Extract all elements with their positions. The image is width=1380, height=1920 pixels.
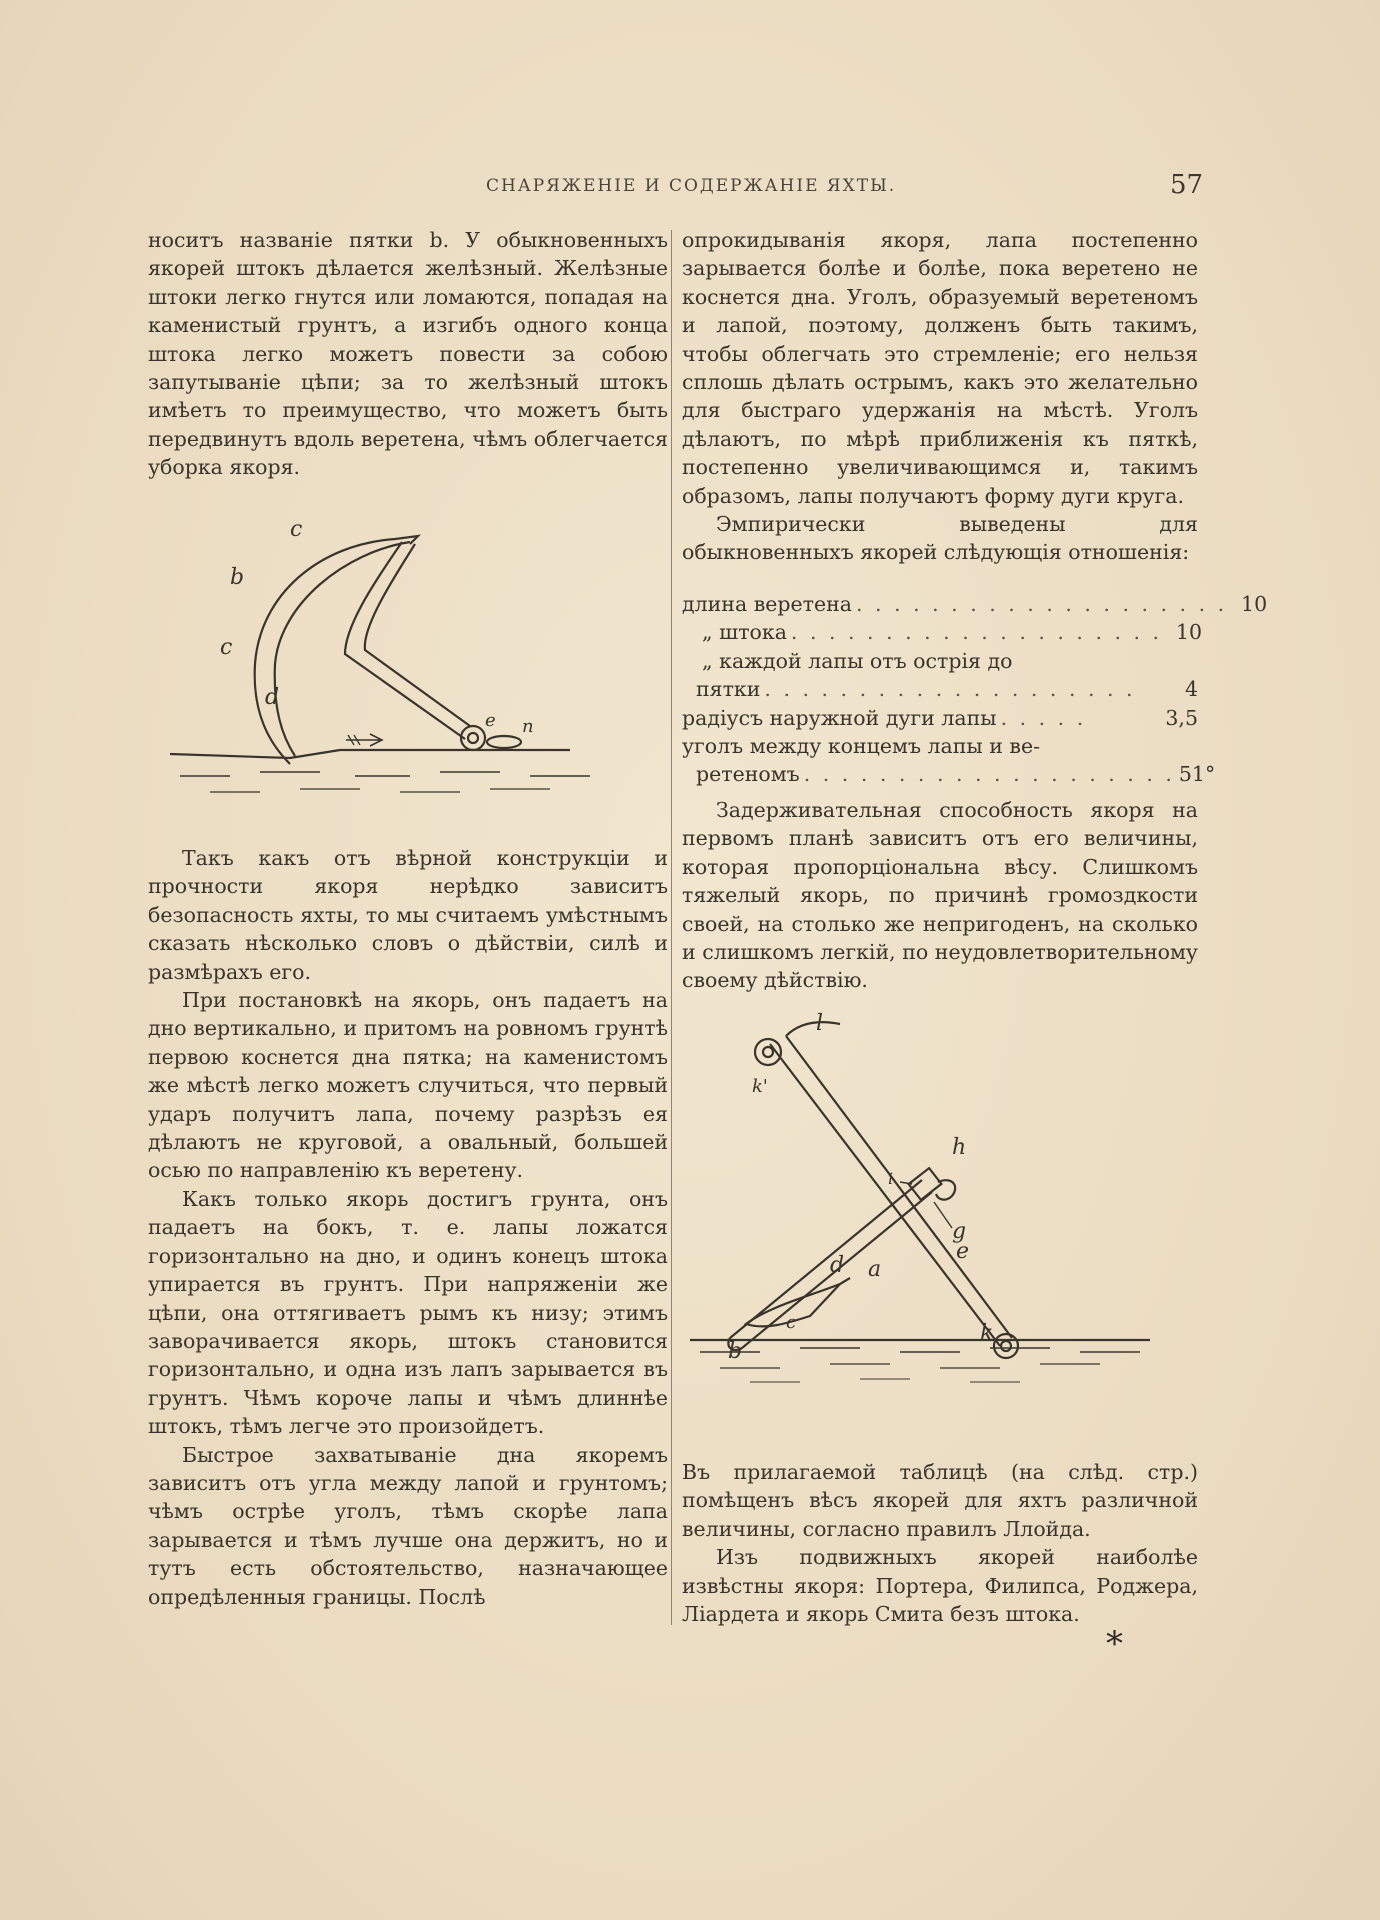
spec-label: длина веретена bbox=[682, 592, 852, 616]
anchor-figure-2 bbox=[690, 1006, 1160, 1386]
footer-asterisk: * bbox=[1106, 1624, 1123, 1664]
paragraph: опрокидыванія якоря, лапа постепенно зарывается болѣе и болѣе, пока веретено не коснется дна. Уголъ, образуемый веретеномъ и лапой, поэтому, долженъ быть такимъ, чтобы облегчать это стремленіе; его нельзя сплошь дѣлать острымъ, какъ это желательно для быстраго удержанія на мѣстѣ. Уголъ дѣлаютъ, по мѣрѣ приближенія къ пяткѣ, постепенно увеличивающимся и, такимъ образомъ, лапы получаютъ форму дуги круга. bbox=[682, 228, 1198, 508]
anchor-ring-inner bbox=[468, 733, 478, 743]
leader-dots: . . . . . bbox=[1000, 705, 1087, 730]
leader-dots: . . . . . . . . . . . . . . . . . . . . bbox=[764, 677, 1136, 702]
label-k-prime: k' bbox=[752, 1076, 768, 1097]
page-number: 57 bbox=[1170, 170, 1204, 200]
paragraph: Эмпирически выведены для обыкновенныхъ якорей слѣдующія отношенія: bbox=[682, 512, 1198, 565]
left-column-bottom bbox=[148, 844, 668, 1611]
ground-hatch bbox=[750, 1379, 1020, 1382]
label-e: e bbox=[485, 710, 496, 731]
label-c: c bbox=[290, 517, 303, 542]
spec-value: 4 bbox=[1184, 677, 1198, 702]
paragraph: Задерживательная способность якоря на первомъ планѣ зависитъ отъ его величины, которая пропорціональна вѣсу. Слишкомъ тяжелый якорь, по причинѣ громоздкости своей, на столько же непригоденъ, на сколько и слишкомъ легкій, по неудовлетворительному своему дѣйствію. bbox=[682, 798, 1198, 993]
label-h: h bbox=[952, 1135, 967, 1160]
anchor-drawing-2 bbox=[690, 1006, 1160, 1386]
ground-hatch bbox=[700, 1348, 1140, 1352]
label-l: l bbox=[816, 1011, 824, 1036]
spec-label: „ штока bbox=[702, 620, 787, 645]
spec-row bbox=[682, 618, 1203, 646]
spec-row bbox=[682, 732, 1198, 760]
left-column-top bbox=[148, 226, 668, 482]
leader-dots: . . . . . . . . . . . . . . . . . . . . bbox=[856, 592, 1228, 616]
label-c: c bbox=[786, 1312, 797, 1333]
label-c2: c bbox=[220, 635, 233, 660]
spec-label: ретеномъ bbox=[696, 762, 800, 787]
paragraph: Изъ подвижныхъ якорей наиболѣе извѣстны якоря: Портера, Филипса, Роджера, Ліардета и якорь Смита безъ штока. bbox=[682, 1545, 1198, 1627]
paragraph: Быстрое захватываніе дна якоремъ зависитъ отъ угла между лапой и грунтомъ; чѣмъ острѣе уголъ, тѣмъ скорѣе лапа зарывается и тѣмъ лучше она держитъ, но и тутъ есть обстоятельство, назначающее опредѣленныя границы. Послѣ bbox=[148, 1442, 668, 1609]
running-title: СНАРЯЖЕНІЕ И СОДЕРЖАНІЕ ЯХТЫ. bbox=[486, 176, 897, 196]
ground-hatch bbox=[720, 1364, 1100, 1368]
ground-hatch bbox=[180, 772, 590, 776]
right-column-end bbox=[682, 1458, 1198, 1628]
label-b: b bbox=[230, 565, 245, 590]
anchor-shank-edge bbox=[365, 544, 470, 726]
label-d: d bbox=[830, 1253, 845, 1278]
spec-row bbox=[682, 760, 1216, 788]
anchor-shackle bbox=[936, 1180, 955, 1199]
label-b: b bbox=[728, 1339, 743, 1364]
anchor-stock bbox=[770, 1044, 1000, 1346]
paragraph: носитъ названіе пятки b. У обыкновенныхъ якорей штокъ дѣлается желѣзный. Желѣзные штоки легко гнутся или ломаются, попадая на каменистый грунтъ, а изгибъ одного конца штока легко можетъ повести за собою запутываніе цѣпи; за то желѣзный штокъ имѣетъ то преимущество, что можетъ быть передвинутъ вдоль веретена, чѣмъ облегчается уборка якоря. bbox=[148, 228, 668, 480]
spec-value: 51° bbox=[1178, 762, 1216, 787]
spec-value: 10 bbox=[1241, 592, 1268, 616]
paragraph: Какъ только якорь достигъ грунта, онъ падаетъ на бокъ, т. е. лапы ложатся горизонтально на дно, и одинъ конецъ штока упирается въ грунтъ. При напряженіи же цѣпи, она оттягиваетъ рымъ къ низу; этимъ заворачивается якорь, штокъ становится горизонтально, и одна изъ лапъ зарывается въ грунтъ. Чѣмъ короче лапы и чѣмъ длиннѣе штокъ, тѣмъ легче это произойдетъ. bbox=[148, 1186, 668, 1439]
spec-label: „ каждой лапы отъ острія до bbox=[702, 648, 1013, 673]
anchor-arm-inner bbox=[275, 542, 410, 756]
paragraph: При постановкѣ на якорь, онъ падаетъ на дно вертикально, и притомъ на ровномъ грунтѣ первою коснется дна пятка; на каменистомъ же мѣстѣ легко можетъ случиться, что первый ударъ получитъ лапа, почему разрѣзъ ея дѣлаютъ не круговой, а овальный, большей осью по направленію къ веретену. bbox=[148, 988, 668, 1183]
label-d: d bbox=[265, 685, 280, 710]
fluke-tip bbox=[840, 1278, 850, 1284]
label-i: i bbox=[888, 1169, 894, 1188]
stock-ball-bottom bbox=[994, 1334, 1018, 1358]
spec-label: уголъ между концемъ лапы и ве- bbox=[682, 734, 1041, 759]
anchor-arm-outer bbox=[255, 539, 395, 764]
ground-hatch bbox=[210, 789, 550, 792]
label-n: n bbox=[522, 716, 534, 737]
paragraph: Такъ какъ отъ вѣрной конструкціи и прочности якоря нерѣдко зависитъ безопасность яхты, то мы считаемъ умѣстнымъ сказать нѣсколько словъ о дѣйствіи, силѣ и размѣрахъ его. bbox=[148, 846, 668, 984]
anchor-stock-edge bbox=[786, 1036, 1012, 1338]
spec-value: 10 bbox=[1175, 620, 1203, 645]
label-k: k bbox=[980, 1321, 994, 1346]
spec-value: 3,5 bbox=[1165, 705, 1198, 730]
anchor-figure-1 bbox=[170, 514, 630, 794]
anchor-shank bbox=[730, 1180, 922, 1338]
anchor-chain-link bbox=[487, 736, 521, 748]
label-g: g bbox=[952, 1219, 967, 1244]
anchor-drawing-1 bbox=[170, 514, 630, 794]
leader-dots: . . . . . . . . . . . . . . . . . . . . bbox=[790, 620, 1163, 645]
spec-label: пятки bbox=[696, 677, 761, 702]
spec-row bbox=[682, 704, 1198, 732]
spec-label: радіусъ наружной дуги лапы bbox=[682, 705, 997, 730]
paragraph: Въ прилагаемой таблицѣ (на слѣд. стр.) помѣщенъ вѣсъ якорей для яхтъ различной величины, согласно правилъ Ллойда. bbox=[682, 1460, 1198, 1541]
anchor-proportions-table bbox=[682, 590, 1268, 789]
pointer-line-g bbox=[934, 1202, 952, 1228]
anchor-stock-top bbox=[786, 1022, 840, 1036]
ground-line bbox=[170, 750, 570, 758]
label-e: e bbox=[956, 1239, 970, 1264]
right-column-bottom bbox=[682, 796, 1198, 995]
spec-row bbox=[682, 590, 1268, 618]
spec-row bbox=[682, 647, 1198, 675]
stock-ball-top-inner bbox=[763, 1047, 773, 1057]
leader-dots: . . . . . . . . . . . . . . . . . . . . bbox=[803, 762, 1175, 787]
stock-ball-bottom-inner bbox=[1001, 1341, 1011, 1351]
spec-row bbox=[682, 675, 1198, 703]
label-a: a bbox=[868, 1257, 882, 1282]
right-column-top bbox=[682, 226, 1198, 567]
column-divider bbox=[671, 230, 672, 1625]
